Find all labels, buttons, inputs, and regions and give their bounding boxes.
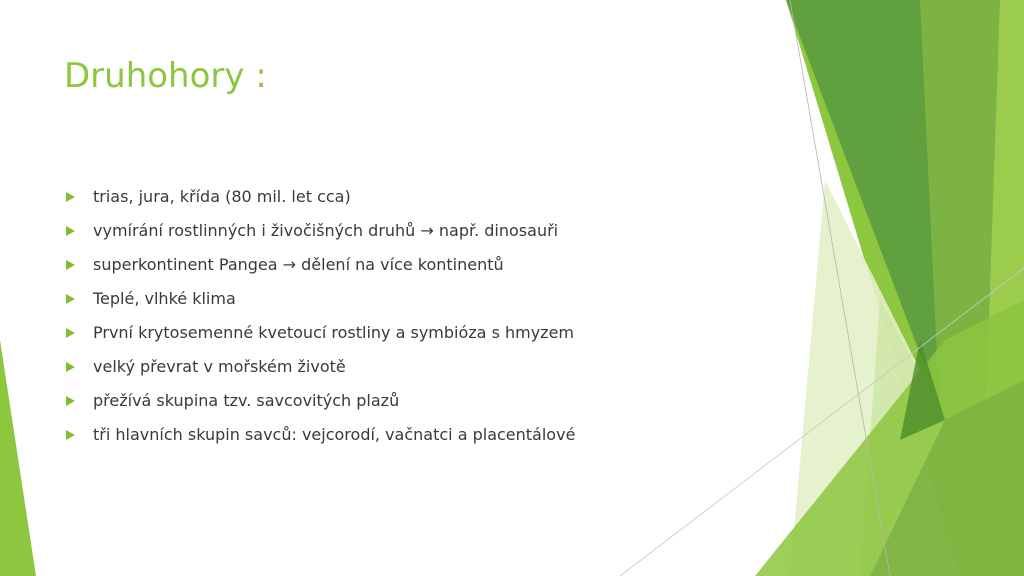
bullet-list (64, 183, 575, 455)
bullet-text: První krytosemenné kvetoucí rostliny a symbióza s hmyzem (93, 323, 575, 342)
bullet-text: Teplé, vlhké klima (93, 289, 236, 308)
slide-title: Druhohory : (64, 56, 267, 96)
bullet-text: velký převrat v mořském životě (93, 357, 346, 376)
list-item (64, 319, 575, 353)
bullet-text: vymírání rostlinných i živočišných druhů → např. dinosauři (93, 221, 559, 240)
bullet-arrow-icon (66, 294, 75, 304)
bullet-text: přežívá skupina tzv. savcovitých plazů (93, 391, 400, 410)
list-item (64, 217, 575, 251)
bullet-arrow-icon (66, 260, 75, 270)
list-item (64, 251, 575, 285)
list-item (64, 387, 575, 421)
bullet-arrow-icon (66, 192, 75, 202)
list-item (64, 353, 575, 387)
bullet-text: tři hlavních skupin savců: vejcorodí, vačnatci a placentálové (93, 425, 576, 444)
bullet-arrow-icon (66, 362, 75, 372)
list-item (64, 421, 575, 455)
bullet-arrow-icon (66, 328, 75, 338)
bullet-arrow-icon (66, 430, 75, 440)
list-item (64, 285, 575, 319)
bullet-text: trias, jura, křída (80 mil. let cca) (93, 187, 351, 206)
bullet-arrow-icon (66, 226, 75, 236)
left-facet (0, 340, 36, 576)
bullet-text: superkontinent Pangea → dělení na více kontinentů (93, 255, 504, 274)
list-item (64, 183, 575, 217)
bullet-arrow-icon (66, 396, 75, 406)
